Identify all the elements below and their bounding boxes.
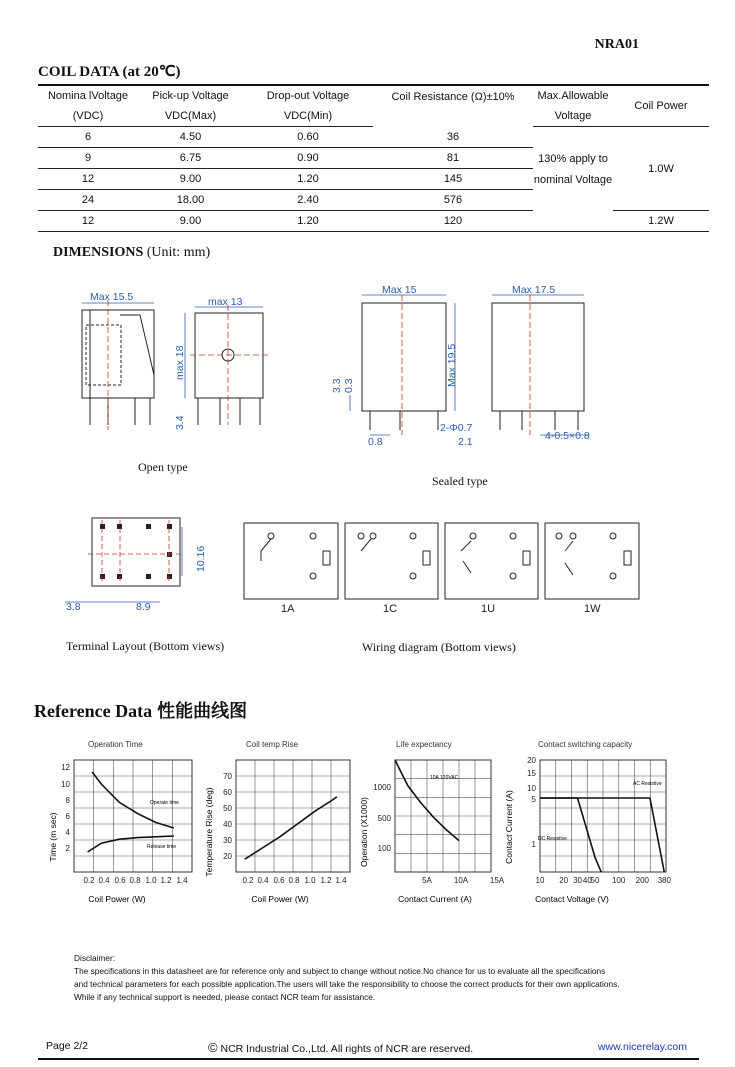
y-tick-label: 10 bbox=[61, 780, 70, 789]
power-cell: 1.0W bbox=[648, 162, 674, 175]
temp-rise-chart bbox=[200, 752, 360, 907]
chart1-ylabel: Time (m sec) bbox=[48, 812, 58, 862]
x-tick-label: 1.0 bbox=[304, 876, 316, 885]
x-tick-label: 0.6 bbox=[273, 876, 285, 885]
header-dropout: Drop-out Voltage bbox=[243, 85, 373, 106]
cell: 18.00 bbox=[138, 190, 243, 211]
dim-max-17-5: Max 17.5 bbox=[512, 285, 556, 296]
y-tick-label: 15 bbox=[527, 769, 536, 778]
chart1-title: Operation Time bbox=[88, 740, 143, 749]
cell: 9.00 bbox=[138, 211, 243, 232]
chart3-xlabel: Contact Current (A) bbox=[398, 894, 472, 904]
copyright-icon: © bbox=[208, 1040, 218, 1055]
x-tick-label: 200 bbox=[635, 876, 650, 885]
cell: 81 bbox=[373, 148, 533, 169]
cell: 4.50 bbox=[179, 131, 202, 143]
dim-max-15-5: Max 15.5 bbox=[90, 291, 134, 303]
y-tick-label: 12 bbox=[61, 763, 70, 772]
dim-10-16: 10.16 bbox=[195, 545, 207, 572]
chart4-ylabel: Contact Current (A) bbox=[504, 790, 514, 864]
cell: 12 bbox=[38, 211, 138, 232]
dim-phi: 2-Φ0.7 bbox=[440, 422, 473, 434]
cell: 145 bbox=[373, 169, 533, 190]
disclaimer-heading: Disclaimer: bbox=[74, 953, 116, 963]
disclaimer-line: The specifications in this datasheet are for reference only and subject to change without notice.No chance for us to evaluate all the specifications bbox=[74, 966, 606, 976]
header-pickup: Pick-up Voltage bbox=[138, 85, 243, 106]
x-tick-label: 10 bbox=[535, 876, 545, 885]
x-tick-label: 0.4 bbox=[98, 876, 110, 885]
y-tick-label: 20 bbox=[527, 756, 536, 765]
x-tick-label: 0.8 bbox=[129, 876, 141, 885]
terminal-layout-caption: Terminal Layout (Bottom views) bbox=[66, 639, 225, 653]
cell: 1.20 bbox=[243, 211, 373, 232]
y-tick-label: 6 bbox=[65, 812, 70, 821]
cell: 0.90 bbox=[243, 148, 373, 169]
disclaimer bbox=[74, 952, 714, 1004]
coil-data-title: COIL DATA (at 20℃) bbox=[38, 64, 181, 80]
dim-8-9: 8.9 bbox=[136, 601, 151, 613]
x-tick-label: 10A bbox=[453, 876, 469, 885]
header-max-voltage-2: Voltage bbox=[533, 106, 613, 127]
x-tick-label: 100 bbox=[611, 876, 626, 885]
chart4-ac-label: AC Resistive bbox=[633, 781, 662, 787]
operation-time-chart bbox=[42, 752, 202, 907]
dim-3-8: 3.8 bbox=[66, 601, 81, 613]
copyright: © NCR Industrial Co.,Ltd. All rights of NCR are reserved. bbox=[208, 1040, 474, 1055]
chart1-operate-label: Operate time bbox=[150, 800, 179, 806]
y-tick-label: 4 bbox=[65, 828, 70, 837]
dim-max-19-5: Max 19.5 bbox=[446, 343, 458, 387]
y-tick-label: 10 bbox=[527, 784, 536, 793]
wiring-diagrams bbox=[243, 521, 641, 616]
switching-capacity-chart bbox=[500, 752, 690, 907]
dim-3-4: 3.4 bbox=[174, 415, 186, 430]
dim-max-13: max 13 bbox=[208, 296, 243, 308]
dim-0-8: 0.8 bbox=[368, 436, 383, 448]
power-cell-2: 1.2W bbox=[613, 211, 709, 232]
header-nominal: Nomina lVoltage bbox=[38, 85, 138, 106]
y-tick-label: 70 bbox=[223, 772, 232, 781]
cell: 0.60 bbox=[297, 131, 319, 143]
chart3-title: Life expectancy bbox=[396, 740, 452, 749]
y-tick-label: 8 bbox=[65, 796, 70, 805]
chart1-xlabel: Coil Power (W) bbox=[88, 894, 146, 904]
x-tick-label: 0.2 bbox=[242, 876, 254, 885]
y-tick-label: 20 bbox=[223, 852, 232, 861]
dim-0-3: 0.3 bbox=[343, 378, 355, 393]
cell: 9.00 bbox=[138, 169, 243, 190]
chart4-title: Contact switching capacity bbox=[538, 740, 633, 749]
sealed-type-caption: Sealed type bbox=[432, 474, 488, 488]
page-number: Page 2/2 bbox=[46, 1040, 89, 1052]
cell: 6.75 bbox=[138, 148, 243, 169]
website-link[interactable]: www.nicerelay.com bbox=[597, 1041, 687, 1053]
cell: 2.40 bbox=[243, 190, 373, 211]
footer bbox=[38, 1038, 699, 1060]
x-tick-label: 20 bbox=[559, 876, 569, 885]
series-line-0 bbox=[245, 797, 337, 859]
x-tick-label: 1.2 bbox=[160, 876, 172, 885]
y-tick-label: 1000 bbox=[373, 783, 391, 792]
chart3-ylabel: Operation (X1000) bbox=[359, 797, 369, 867]
x-tick-label: 0.4 bbox=[257, 876, 269, 885]
x-tick-label: 380 bbox=[657, 876, 671, 885]
x-tick-label: 1.4 bbox=[176, 876, 188, 885]
dim-2-1: 2.1 bbox=[458, 436, 473, 448]
x-tick-label: 5A bbox=[422, 876, 432, 885]
chart2-ylabel: Temperature Rise (deg) bbox=[204, 787, 214, 877]
disclaimer-line: While if any technical support is needed, please contact NCR team for assistance. bbox=[74, 992, 376, 1002]
cell: 24 bbox=[38, 190, 138, 211]
x-tick-label: 0.2 bbox=[83, 876, 95, 885]
y-tick-label: 50 bbox=[223, 804, 232, 813]
x-tick-label: 15A bbox=[489, 876, 505, 885]
y-tick-label: 2 bbox=[65, 844, 70, 853]
terminal-layout-drawing bbox=[60, 512, 210, 617]
cell: 9 bbox=[38, 148, 138, 169]
y-tick-label: 1 bbox=[531, 840, 536, 849]
header-nominal-unit: (VDC) bbox=[38, 106, 138, 127]
header-pickup-unit: VDC(Max) bbox=[138, 106, 243, 127]
header-coil-power: Coil Power bbox=[613, 85, 709, 127]
chart1-release-label: Release time bbox=[147, 844, 177, 850]
life-expectancy-chart bbox=[355, 752, 515, 907]
y-tick-label: 40 bbox=[223, 820, 232, 829]
cell: 576 bbox=[373, 190, 533, 211]
header-resistance: Coil Resistance (Ω)±10% bbox=[373, 85, 533, 127]
x-tick-label: 40 bbox=[582, 876, 592, 885]
reference-title: Reference Data 性能曲线图 bbox=[34, 701, 248, 722]
model-number: NRA01 bbox=[594, 37, 639, 52]
cell: 120 bbox=[373, 211, 533, 232]
chart4-xlabel: Contact Voltage (V) bbox=[535, 894, 609, 904]
series-line-0 bbox=[540, 798, 664, 872]
cell: 36 bbox=[446, 130, 460, 143]
max-voltage-cell: 130% apply to nominal Voltage bbox=[533, 127, 613, 232]
disclaimer-line: and technical parameters for each possible application.The users will take the responsibility to choose the correct products for their own applications. bbox=[74, 979, 620, 989]
x-tick-label: 0.8 bbox=[288, 876, 300, 885]
dimension-drawings bbox=[60, 285, 610, 455]
cell: 6 bbox=[84, 131, 92, 143]
series-line-1 bbox=[540, 798, 601, 872]
header-dropout-unit: VDC(Min) bbox=[243, 106, 373, 127]
chart4-dc-label: DC Resistive bbox=[538, 836, 567, 842]
y-tick-label: 30 bbox=[223, 836, 232, 845]
wiring-1c: 1C bbox=[383, 603, 398, 615]
chart2-xlabel: Coil Power (W) bbox=[251, 894, 309, 904]
chart3-series-label: 10A 120VAC bbox=[430, 775, 459, 781]
table-row bbox=[38, 127, 709, 148]
cell: 12 bbox=[38, 169, 138, 190]
dim-max-15: Max 15 bbox=[382, 285, 417, 296]
x-tick-label: 1.4 bbox=[335, 876, 347, 885]
dimensions-title: DIMENSIONS (Unit: mm) bbox=[53, 245, 211, 260]
y-tick-label: 5 bbox=[531, 795, 536, 804]
wiring-1w: 1W bbox=[584, 603, 601, 615]
chart2-title: Coil temp Rise bbox=[246, 740, 299, 749]
wiring-1a: 1A bbox=[281, 603, 295, 615]
dim-max-18: max 18 bbox=[174, 345, 186, 380]
wiring-caption: Wiring diagram (Bottom views) bbox=[362, 640, 516, 654]
coil-data-table bbox=[38, 84, 709, 232]
open-type-caption: Open type bbox=[138, 460, 188, 474]
y-tick-label: 500 bbox=[377, 814, 391, 823]
x-tick-label: 30 bbox=[573, 876, 582, 885]
header-max-voltage: Max.Allowable bbox=[533, 85, 613, 106]
x-tick-label: 0.6 bbox=[114, 876, 126, 885]
x-tick-label: 1.0 bbox=[145, 876, 157, 885]
x-tick-label: 50 bbox=[590, 876, 600, 885]
x-tick-label: 1.2 bbox=[320, 876, 332, 885]
dim-3-3: 3.3 bbox=[331, 378, 343, 393]
cell: 1.20 bbox=[243, 169, 373, 190]
dim-pins: 4-0.5×0.8 bbox=[545, 430, 590, 442]
y-tick-label: 60 bbox=[223, 788, 232, 797]
y-tick-label: 100 bbox=[377, 844, 391, 853]
wiring-1u: 1U bbox=[481, 603, 496, 615]
